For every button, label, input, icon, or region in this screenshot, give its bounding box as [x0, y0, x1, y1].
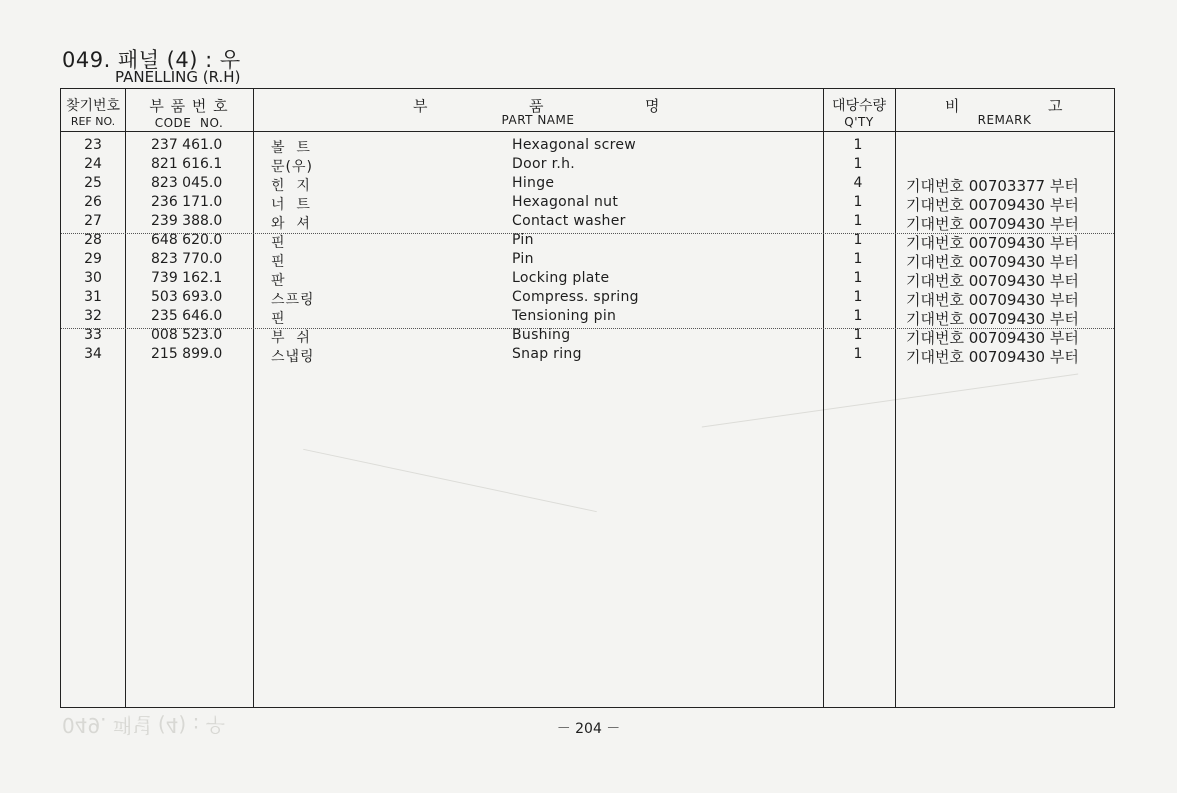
cell-qty: 1 [853, 213, 863, 229]
header-part-name-ko [253, 95, 823, 113]
cell-qty: 1 [853, 289, 863, 305]
cell-ref-no: 26 [84, 194, 102, 210]
cell-part-name-ko: 스프링 [271, 292, 315, 308]
cell-remark: 기대번호 00709430 부터 [906, 196, 1079, 214]
cell-ref-no: 24 [84, 156, 102, 172]
cell-code-no: 648 620.0 [151, 232, 223, 248]
cell-code-no: 236 171.0 [151, 194, 223, 210]
ghost-title-text: 049. 패널 (4) : 우 [62, 713, 225, 737]
header-qty [823, 95, 895, 129]
header-code [125, 95, 253, 130]
cell-qty: 4 [853, 175, 863, 191]
cell-part-name-ko: 볼 트 [271, 140, 311, 156]
cell-ref-no: 25 [84, 175, 102, 191]
table-row [61, 213, 1114, 232]
cell-ref-no: 27 [84, 213, 102, 229]
cell-part-name-en: Snap ring [512, 346, 582, 362]
header-code-ko: 부 품 번 호 [149, 97, 229, 115]
cell-part-name-en: Hexagonal nut [512, 194, 619, 210]
cell-part-name-ko: 판 [271, 273, 286, 289]
cell-remark: 기대번호 00709430 부터 [906, 348, 1079, 366]
table-row [61, 270, 1114, 289]
cell-remark: 기대번호 00709430 부터 [906, 310, 1079, 328]
cell-part-name-ko: 너 트 [271, 197, 311, 213]
cell-code-no: 239 388.0 [151, 213, 223, 229]
cell-code-no: 008 523.0 [151, 327, 223, 343]
cell-remark: 기대번호 00709430 부터 [906, 253, 1079, 271]
cell-code-no: 215 899.0 [151, 346, 223, 362]
table-row [61, 251, 1114, 270]
cell-qty: 1 [853, 270, 863, 286]
cell-part-name-ko: 문(우) [271, 159, 313, 175]
header-part-ko-1: 부 [413, 97, 429, 115]
table-row [61, 346, 1114, 365]
cell-part-name-ko: 힌 지 [271, 178, 311, 194]
cell-remark: 기대번호 00709430 부터 [906, 234, 1079, 252]
cell-part-name-ko: 핀 [271, 235, 286, 251]
header-ref-en: REF NO. [70, 115, 116, 128]
table-row [61, 194, 1114, 213]
cell-remark: 기대번호 00709430 부터 [906, 329, 1079, 347]
page-number: － 204 － [556, 721, 621, 737]
header-remark-ko-1: 비 [945, 97, 961, 115]
header-code-en: CODE NO. [154, 116, 224, 130]
cell-code-no: 823 770.0 [151, 251, 223, 267]
cell-remark: 기대번호 00709430 부터 [906, 291, 1079, 309]
header-ref [61, 95, 125, 128]
cell-part-name-en: Tensioning pin [512, 308, 617, 324]
cell-remark: 기대번호 00709430 부터 [906, 272, 1079, 290]
cell-part-name-ko: 부 쉬 [271, 330, 311, 346]
cell-part-name-ko: 스냅링 [271, 349, 315, 365]
header-part-name [253, 95, 823, 127]
cell-qty: 1 [853, 346, 863, 362]
cell-ref-no: 30 [84, 270, 102, 286]
header-qty-en: Q'TY [844, 115, 874, 129]
cell-part-name-en: Hinge [512, 175, 555, 191]
cell-ref-no: 31 [84, 289, 102, 305]
table-row [61, 327, 1114, 346]
cell-qty: 1 [853, 251, 863, 267]
cell-part-name-en: Pin [512, 251, 534, 267]
header-remark-en: REMARK [977, 113, 1032, 127]
cell-ref-no: 28 [84, 232, 102, 248]
table-row [61, 156, 1114, 175]
header-part-name-en: PART NAME [501, 113, 575, 127]
cell-code-no: 503 693.0 [151, 289, 223, 305]
cell-part-name-ko: 와 셔 [271, 216, 311, 232]
cell-part-name-en: Contact washer [512, 213, 626, 229]
header-remark-ko-2: 고 [1048, 97, 1064, 115]
cell-part-name-en: Compress. spring [512, 289, 639, 305]
cell-qty: 1 [853, 308, 863, 324]
parts-table [60, 88, 1115, 708]
cell-code-no: 237 461.0 [151, 137, 223, 153]
cell-qty: 1 [853, 156, 863, 172]
cell-code-no: 821 616.1 [151, 156, 223, 172]
cell-qty: 1 [853, 194, 863, 210]
cell-ref-no: 33 [84, 327, 102, 343]
cell-ref-no: 34 [84, 346, 102, 362]
table-row [61, 289, 1114, 308]
cell-part-name-ko: 핀 [271, 311, 286, 327]
cell-qty: 1 [853, 137, 863, 153]
header-part-ko-3: 명 [645, 97, 661, 115]
cell-ref-no: 29 [84, 251, 102, 267]
header-divider [61, 131, 1114, 132]
page-title: 049. 패널 (4) : 우 [62, 48, 241, 72]
cell-part-name-en: Bushing [512, 327, 571, 343]
cell-ref-no: 23 [84, 137, 102, 153]
header-remark-ko [895, 95, 1114, 113]
cell-code-no: 235 646.0 [151, 308, 223, 324]
table-row [61, 175, 1114, 194]
cell-code-no: 823 045.0 [151, 175, 223, 191]
cell-part-name-ko: 핀 [271, 254, 286, 270]
table-row [61, 232, 1114, 251]
cell-part-name-en: Locking plate [512, 270, 610, 286]
cell-ref-no: 32 [84, 308, 102, 324]
header-ref-ko: 찾기번호 [65, 98, 121, 114]
cell-remark: 기대번호 00709430 부터 [906, 215, 1079, 233]
header-part-ko-2: 품 [529, 97, 545, 115]
cell-qty: 1 [853, 232, 863, 248]
table-row [61, 308, 1114, 327]
cell-part-name-en: Hexagonal screw [512, 137, 637, 153]
cell-remark: 기대번호 00703377 부터 [906, 177, 1079, 195]
cell-part-name-en: Pin [512, 232, 534, 248]
header-qty-ko: 대당수량 [831, 98, 887, 114]
cell-qty: 1 [853, 327, 863, 343]
header-remark [895, 95, 1114, 127]
table-row [61, 137, 1114, 156]
page-subtitle: PANELLING (R.H) [115, 68, 241, 86]
cell-code-no: 739 162.1 [151, 270, 223, 286]
cell-part-name-en: Door r.h. [512, 156, 576, 172]
